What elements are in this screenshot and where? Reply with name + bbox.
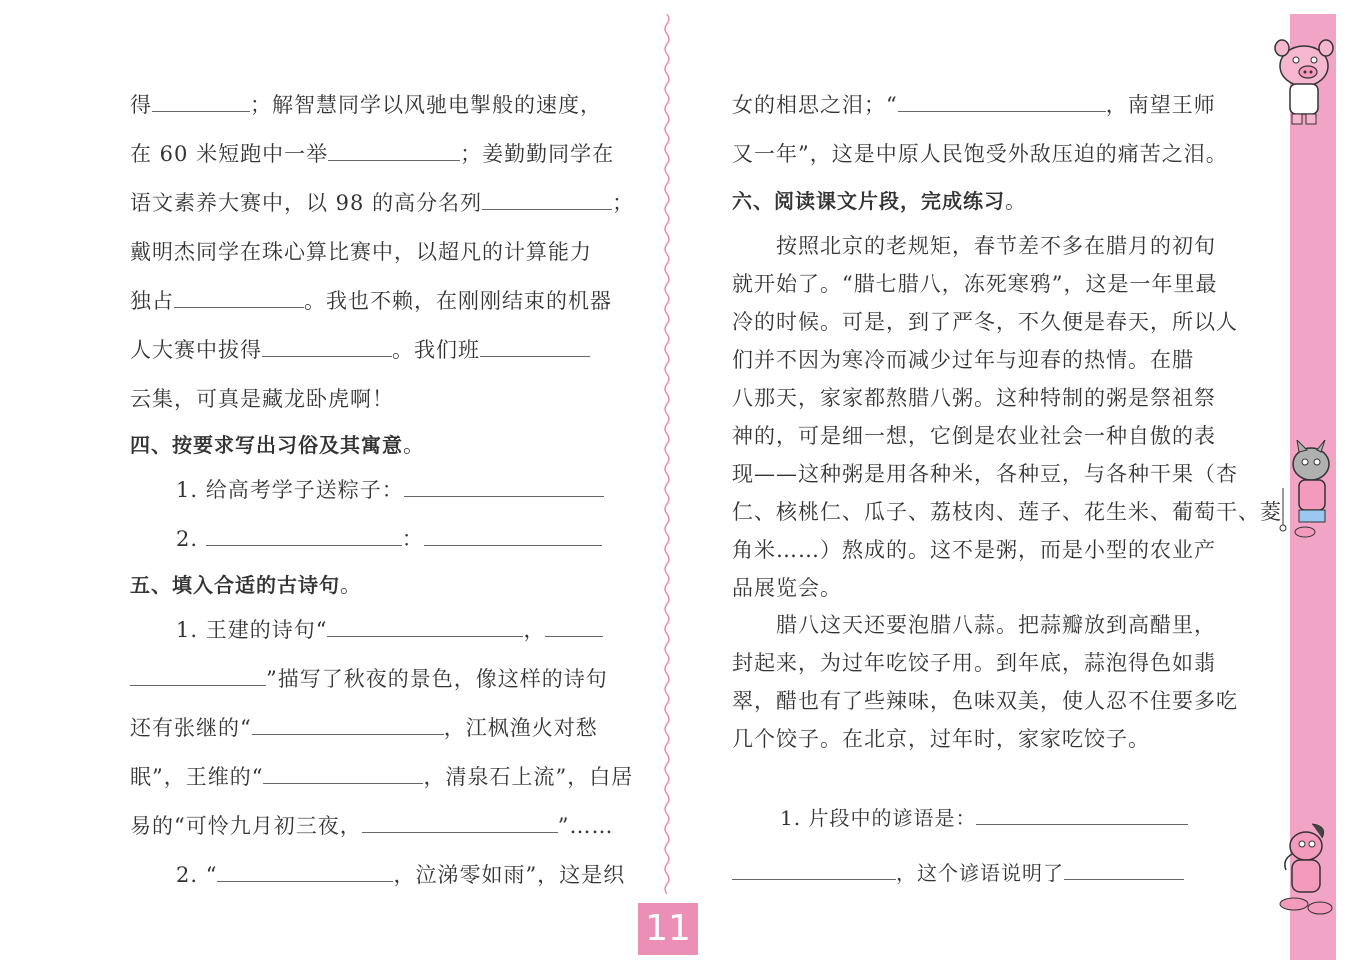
answer-blank[interactable] xyxy=(263,763,423,784)
answer-blank[interactable] xyxy=(206,525,402,546)
answer-blank[interactable] xyxy=(174,287,304,308)
passage-line: 翠，醋也有了些辣味，色味双美，使人忍不住要多吃 xyxy=(732,689,1238,713)
passage-line: 们并不因为寒冷而减少过年与迎春的热情。在腊 xyxy=(732,348,1194,372)
question-5-2: 2. “ ，泣涕零如雨”，这是织 xyxy=(176,863,626,887)
text-line: 得 ；解智慧同学以风驰电掣般的速度， xyxy=(130,93,602,117)
passage-line: 神的，可是细一想，它倒是农业社会一种自傲的表 xyxy=(732,424,1216,448)
text-line: 独占 。我也不赖，在刚刚结束的机器 xyxy=(130,289,612,313)
passage-line: 几个饺子。在北京，过年时，家家吃饺子。 xyxy=(732,727,1150,751)
passage-line: 品展览会。 xyxy=(732,576,842,600)
text-line: 眠”，王维的“ ，清泉石上流”，白居 xyxy=(130,765,634,789)
text-line: 还有张继的“ ，江枫渔火对愁 xyxy=(130,716,598,740)
passage-line: 按照北京的老规矩，春节差不多在腊月的初旬 xyxy=(776,234,1216,258)
question-4-1: 1. 给高考学子送粽子： xyxy=(176,475,604,505)
passage-line: 现——这种粥是用各种米，各种豆，与各种干果（杏 xyxy=(732,462,1238,486)
text-line: 女的相思之泪；“ ，南望王师 xyxy=(732,93,1216,117)
answer-blank[interactable] xyxy=(1064,859,1184,880)
answer-blank[interactable] xyxy=(328,140,460,161)
section-heading-5: 五、填入合适的古诗句。 xyxy=(130,573,362,597)
animal-mascot-icon xyxy=(1272,820,1338,920)
answer-blank[interactable] xyxy=(482,189,612,210)
pig-mascot-icon xyxy=(1268,38,1340,128)
question-6-1: 1. 片段中的谚语是： xyxy=(780,803,1188,833)
answer-blank[interactable] xyxy=(327,616,523,637)
answer-blank[interactable] xyxy=(404,476,604,497)
answer-blank[interactable] xyxy=(480,336,590,357)
passage-line: 仁、核桃仁、瓜子、荔枝肉、莲子、花生米、葡萄干、菱 xyxy=(732,500,1282,524)
wolf-mascot-icon xyxy=(1275,440,1339,540)
answer-blank[interactable] xyxy=(217,861,393,882)
answer-blank[interactable] xyxy=(130,665,266,686)
text-line: 戴明杰同学在珠心算比赛中，以超凡的计算能力 xyxy=(130,240,592,264)
right-page xyxy=(680,0,1282,974)
passage-line: 封起来，为过年吃饺子用。到年底，蒜泡得色如翡 xyxy=(732,651,1216,675)
left-page xyxy=(0,0,660,974)
text-line: 易的“可怜九月初三夜， ”…… xyxy=(130,814,614,838)
question-4-2: 2. ： xyxy=(176,524,602,554)
passage-line: 就开始了。“腊七腊八，冻死寒鸦”，这是一年里最 xyxy=(732,272,1218,296)
answer-blank[interactable] xyxy=(252,714,444,735)
question-5-1: 1. 王建的诗句“ ， xyxy=(176,615,603,645)
answer-blank[interactable] xyxy=(898,91,1106,112)
answer-blank[interactable] xyxy=(362,812,558,833)
answer-blank[interactable] xyxy=(424,525,602,546)
answer-blank[interactable] xyxy=(976,804,1188,825)
passage-line: 冷的时候。可是，到了严冬，不久便是春天，所以人 xyxy=(732,310,1238,334)
passage-line: 八那天，家家都熬腊八粥。这种特制的粥是祭祖祭 xyxy=(732,386,1216,410)
text-line: 又一年”，这是中原人民饱受外敌压迫的痛苦之泪。 xyxy=(732,142,1228,166)
section-heading-4: 四、按要求写出习俗及其寓意。 xyxy=(130,433,425,457)
answer-blank[interactable] xyxy=(732,859,896,880)
page-number: 11 xyxy=(638,903,698,955)
passage-line: 腊八这天还要泡腊八蒜。把蒜瓣放到高醋里， xyxy=(776,613,1216,637)
answer-blank[interactable] xyxy=(262,336,392,357)
text-line: 云集，可真是藏龙卧虎啊！ xyxy=(130,387,394,411)
text-line: 人大赛中拔得 。我们班 xyxy=(130,335,590,365)
text-line: 在 60 米短跑中一举 ；姜勤勤同学在 xyxy=(130,142,615,166)
section-heading-6: 六、阅读课文片段，完成练习。 xyxy=(732,189,1027,213)
wavy-divider xyxy=(662,14,672,894)
passage-line: 角米……）熬成的。这不是粥，而是小型的农业产 xyxy=(732,538,1216,562)
answer-blank[interactable] xyxy=(545,616,603,637)
text-line: 语文素养大赛中，以 98 的高分名列 ； xyxy=(130,191,635,215)
answer-blank[interactable] xyxy=(152,91,250,112)
text-line: ，这个谚语说明了 xyxy=(732,858,1184,888)
text-line: ”描写了秋夜的景色，像这样的诗句 xyxy=(130,664,608,694)
